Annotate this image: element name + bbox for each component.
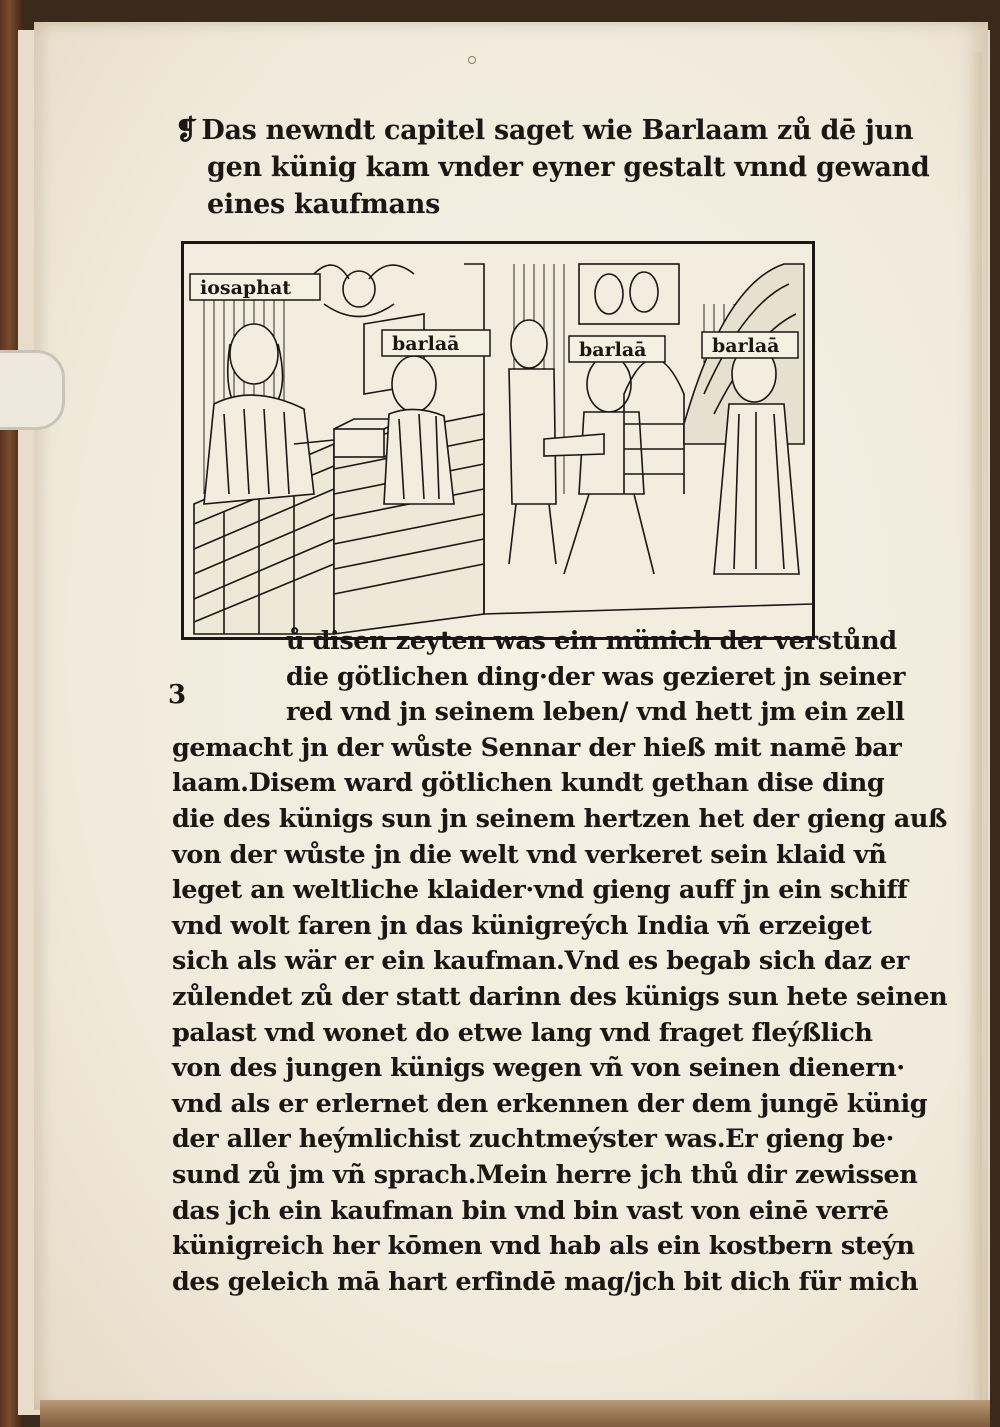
- text-line: sich als wär er ein kaufman.Vnd es begab sich daz er: [172, 946, 909, 977]
- text-line: sund zů jm vñ sprach.Mein herre jch thů dir zewissen: [172, 1159, 918, 1190]
- woodcut-illustration: [181, 241, 815, 640]
- text-line: die götlichen ding·der was gezieret jn seiner: [286, 661, 906, 692]
- text-line: künigreich her kōmen vnd hab als ein kostbern steýn: [172, 1231, 915, 1262]
- pilcrow-icon: ❡: [175, 115, 198, 146]
- pinhole-mark: [468, 56, 476, 64]
- text-line: gemacht jn der wůste Sennar der hieß mit namē bar: [172, 732, 902, 763]
- gift-box: [334, 429, 384, 457]
- text-line: von des jungen künigs wegen vñ von seinen dienern·: [172, 1053, 905, 1084]
- label-barlaam-1: barlaā: [392, 333, 460, 355]
- heading-line: [175, 112, 914, 149]
- text-line: red vnd jn seinem leben/ vnd hett jm ein zell: [286, 697, 905, 728]
- signature-mark: 3: [168, 680, 187, 710]
- label-barlaam-2: barlaā: [579, 339, 647, 361]
- chapter-heading: [175, 112, 930, 223]
- text-line: des geleich mā hart erfindē mag/jch bit dich für mich: [172, 1266, 919, 1297]
- text-line: das jch ein kaufman bin vnd bin vast von einē verrē: [172, 1195, 889, 1226]
- ground-line: [484, 604, 812, 614]
- text-line: zůlendet zů der statt darinn des künigs sun hete seinen: [172, 981, 948, 1012]
- text-line: vnd wolt faren jn das künigreých India vñ erzeiget: [172, 910, 872, 941]
- text-line: palast vnd wonet do etwe lang vnd fraget fleýßlich: [172, 1017, 873, 1048]
- book-bottom-edge: [40, 1400, 990, 1427]
- figure-barlaam-1: [384, 356, 454, 504]
- page-edge: [970, 52, 982, 1427]
- heading-line: gen künig kam vnder eyner gestalt vnnd gewand: [207, 152, 930, 183]
- angel-figure: [314, 265, 414, 316]
- figure-barlaam-2: [544, 356, 654, 574]
- text-line: der aller heýmlichist zuchtmeýster was.Er gieng be·: [172, 1124, 895, 1155]
- text-line: die des künigs sun jn seinem hertzen het der gieng auß: [172, 803, 947, 834]
- label-iosaphat: iosaphat: [200, 277, 292, 299]
- text-line: leget an weltliche klaider·vnd gieng auff jn ein schiff: [172, 875, 908, 906]
- woodcut-drawing: [184, 244, 812, 637]
- text-line: vnd als er erlernet den erkennen der dem jungē künig: [172, 1088, 928, 1119]
- text-line: ů disen zeyten was ein münich der verstůnd: [286, 626, 897, 656]
- label-barlaam-3: barlaā: [712, 335, 780, 357]
- page-clip: [0, 350, 65, 430]
- text-line: von der wůste jn die welt vnd verkeret sein klaid vñ: [172, 839, 887, 870]
- text-line: laam.Disem ward götlichen kundt gethan dise ding: [172, 768, 885, 799]
- heading-line-text: Das newndt capitel saget wie Barlaam zů dē jun: [201, 115, 914, 146]
- window-faces: [579, 264, 679, 324]
- body-text: [172, 624, 948, 1300]
- heading-line: eines kaufmans: [207, 189, 440, 220]
